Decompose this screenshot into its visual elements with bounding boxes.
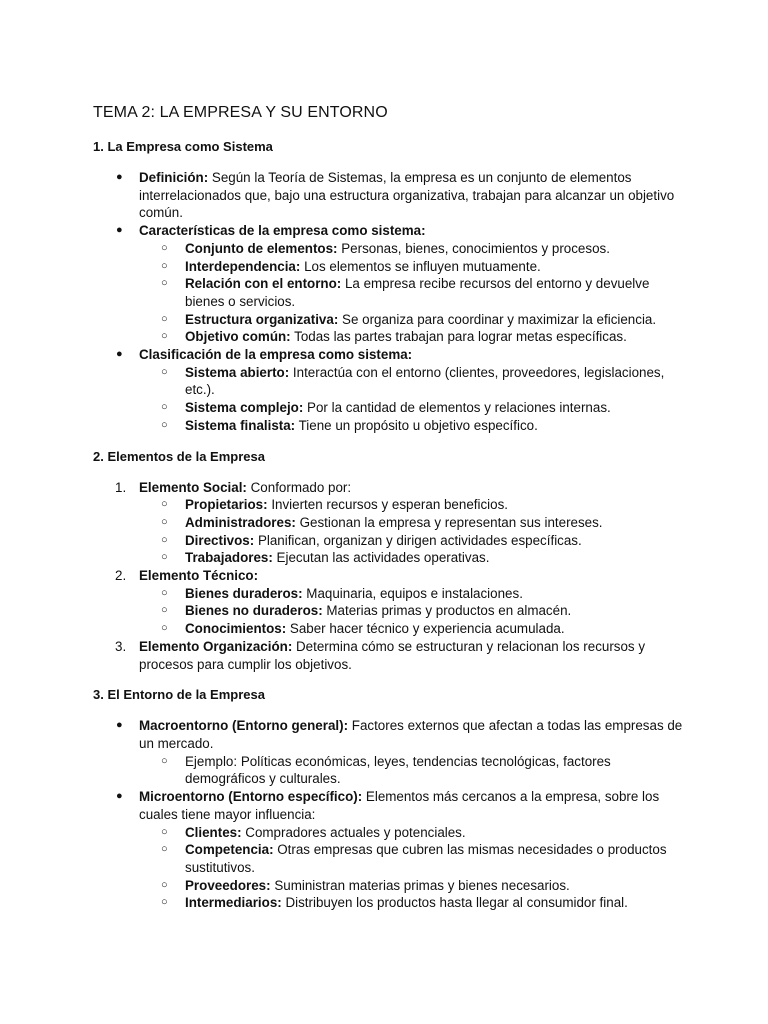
item-text: Compradores actuales y potenciales. [241, 824, 466, 840]
sub-list [93, 364, 683, 435]
sub-list [93, 496, 683, 567]
sub-bullet-marker: ○ [161, 843, 168, 856]
bullet-marker: ● [116, 790, 123, 803]
sub-bullet-marker: ○ [161, 586, 168, 599]
item-term: Directivos: [185, 532, 255, 548]
item-term: Definición: [139, 170, 209, 185]
item-term: Trabajadores: [185, 550, 273, 566]
item-text: Tiene un propósito u objetivo específico. [295, 417, 538, 433]
sub-list [93, 240, 683, 346]
item-text: Factores externos que afectan a todas las empresas de un mercado. [139, 718, 683, 751]
item-term: Administradores: [185, 514, 296, 530]
sub-bullet-marker: ○ [161, 896, 168, 909]
document-body [93, 103, 683, 926]
item-term: Relación con el entorno: [185, 276, 342, 292]
section-heading: 2. Elementos de la Empresa [93, 448, 265, 464]
sub-list [93, 753, 683, 788]
sub-bullet-marker: ○ [161, 330, 168, 343]
sub-list [93, 824, 683, 913]
sub-list-item [139, 620, 683, 638]
bullet-list [93, 717, 683, 912]
item-text: Materias primas y productos en almacén. [322, 603, 572, 619]
item-text: Personas, bienes, conocimientos y procesos. [337, 240, 610, 256]
sub-list-item [139, 824, 683, 842]
sub-list-item [139, 877, 683, 895]
item-term: Interdependencia: [185, 258, 301, 274]
list-item [93, 346, 683, 435]
section-heading: 1. La Empresa como Sistema [93, 139, 273, 154]
bullet-marker: ● [116, 719, 123, 732]
section-2 [93, 449, 683, 674]
sub-list-item [139, 753, 683, 788]
sub-bullet-marker: ○ [161, 604, 168, 617]
sub-list-item [139, 364, 683, 399]
sub-bullet-marker: ○ [161, 515, 168, 528]
sub-bullet-marker: ○ [161, 622, 168, 635]
sub-bullet-marker: ○ [161, 259, 168, 272]
sub-bullet-marker: ○ [161, 365, 168, 378]
item-term: Clasificación de la empresa como sistema: [139, 347, 413, 363]
item-text: Gestionan la empresa y representan sus intereses. [295, 514, 603, 530]
sub-list-item [139, 417, 683, 435]
item-text: Se organiza para coordinar y maximizar la eficiencia. [338, 311, 657, 327]
sub-list-item [139, 549, 683, 567]
item-term: Bienes duraderos: [185, 585, 303, 601]
item-term: Sistema complejo: [185, 400, 304, 416]
item-term: Clientes: [185, 824, 242, 840]
sub-list-item [139, 585, 683, 603]
sub-bullet-marker: ○ [161, 825, 168, 838]
item-term: Elemento Organización: [139, 638, 293, 654]
item-term: Características de la empresa como sistema: [139, 223, 426, 239]
sub-bullet-marker: ○ [161, 878, 168, 891]
item-term: Intermediarios: [185, 895, 282, 911]
number-marker: 3. [115, 638, 127, 654]
item-term: Estructura organizativa: [185, 311, 339, 327]
sub-bullet-marker: ○ [161, 754, 168, 767]
list-item [93, 638, 683, 673]
item-term: Competencia: [185, 842, 274, 858]
item-text: Según la Teoría de Sistemas, la empresa es un conjunto de elementos interrelacionados que, bajo una estructura organizativa, trabajan para alcanzar un objetivo común. [139, 170, 675, 221]
sub-list-item [139, 311, 683, 329]
item-text: Otras empresas que cubren las mismas necesidades o productos sustitutivos. [185, 842, 667, 875]
sub-list-item [139, 894, 683, 912]
sub-list-item [139, 240, 683, 258]
sub-bullet-marker: ○ [161, 551, 168, 564]
list-item [93, 567, 683, 638]
sub-list-item [139, 399, 683, 417]
item-text: Todas las partes trabajan para lograr metas específicas. [290, 329, 627, 345]
sub-bullet-marker: ○ [161, 312, 168, 325]
item-text: Distribuyen los productos hasta llegar al consumidor final. [281, 895, 628, 911]
bullet-marker: ● [116, 348, 123, 361]
item-term: Conjunto de elementos: [185, 240, 338, 256]
sub-bullet-marker: ○ [161, 277, 168, 290]
item-text: Saber hacer técnico y experiencia acumulada. [286, 621, 565, 637]
sub-bullet-marker: ○ [161, 401, 168, 414]
section-3 [93, 687, 683, 912]
sub-bullet-marker: ○ [161, 241, 168, 254]
item-text: Ejemplo: Políticas económicas, leyes, tendencias tecnológicas, factores demográficos y culturales. [185, 753, 611, 787]
bullet-marker: ● [116, 171, 123, 183]
item-term: Elemento Técnico: [139, 568, 259, 584]
bullet-list [93, 169, 683, 435]
item-text: Invierten recursos y esperan beneficios. [267, 497, 509, 513]
numbered-list [93, 479, 683, 674]
sub-list-item [139, 841, 683, 876]
list-item [93, 169, 683, 222]
list-item [93, 717, 683, 788]
item-text: Conformado por: [246, 479, 352, 495]
number-marker: 2. [115, 568, 127, 584]
item-term: Sistema abierto: [185, 364, 290, 380]
sub-list-item [139, 602, 683, 620]
item-text: Los elementos se influyen mutuamente. [300, 258, 541, 274]
item-term: Elemento Social: [139, 479, 247, 495]
item-term: Objetivo común: [185, 329, 291, 345]
item-text: Suministran materias primas y bienes necesarios. [270, 877, 570, 893]
section-heading: 3. El Entorno de la Empresa [93, 687, 265, 703]
sub-list-item [139, 258, 683, 276]
list-item [93, 479, 683, 568]
sub-list [93, 585, 683, 638]
number-marker: 1. [115, 479, 127, 495]
item-term: Conocimientos: [185, 621, 287, 637]
sub-list-item [139, 275, 683, 310]
sub-list-item [139, 532, 683, 550]
item-text: Planifican, organizan y dirigen actividades específicas. [254, 532, 582, 548]
sub-bullet-marker: ○ [161, 498, 168, 511]
sub-list-item [139, 328, 683, 346]
bullet-marker: ● [116, 224, 123, 237]
item-text: La empresa recibe recursos del entorno y devuelve bienes o servicios. [185, 276, 650, 309]
item-text: Por la cantidad de elementos y relaciones internas. [303, 400, 611, 416]
list-item [93, 222, 683, 346]
list-item [93, 788, 683, 912]
item-term: Sistema finalista: [185, 417, 296, 433]
item-text: Determina cómo se estructuran y relacionan los recursos y procesos para cumplir los objetivos. [139, 638, 646, 672]
item-text: Elementos más cercanos a la empresa, sobre los cuales tiene mayor influencia: [139, 789, 660, 822]
sub-list-item [139, 514, 683, 532]
item-term: Macroentorno (Entorno general): [139, 718, 349, 734]
sub-bullet-marker: ○ [161, 418, 168, 431]
item-text: Interactúa con el entorno (clientes, proveedores, legislaciones, etc.). [185, 364, 665, 398]
item-term: Bienes no duraderos: [185, 603, 323, 619]
item-term: Microentorno (Entorno específico): [139, 789, 363, 805]
item-term: Propietarios: [185, 497, 268, 513]
item-term: Proveedores: [185, 877, 271, 893]
item-text: Ejecutan las actividades operativas. [272, 550, 490, 566]
sub-bullet-marker: ○ [161, 533, 168, 546]
sub-list-item [139, 496, 683, 514]
document-title: TEMA 2: LA EMPRESA Y SU ENTORNO [93, 104, 388, 121]
item-text: Maquinaria, equipos e instalaciones. [302, 585, 523, 601]
section-1 [93, 139, 683, 435]
